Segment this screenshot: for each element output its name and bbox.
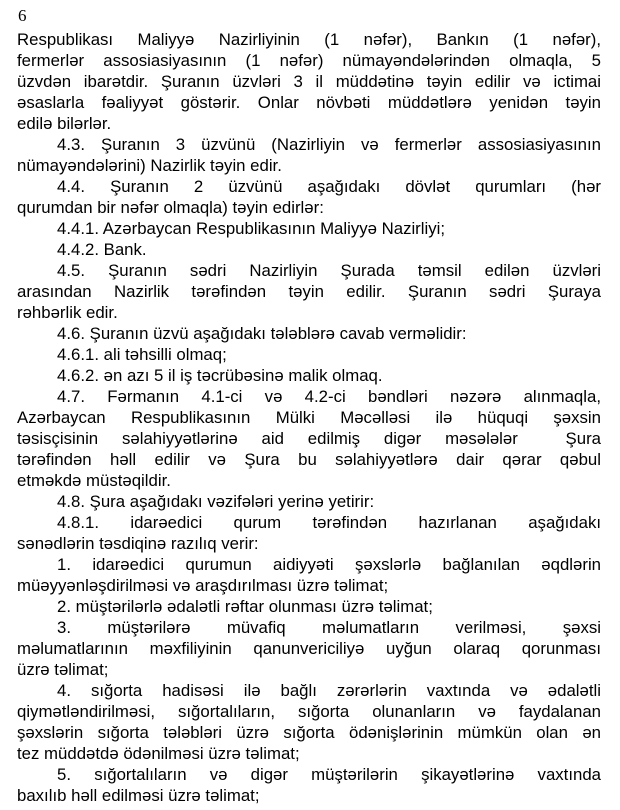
text-line: 3. müştərilərə müvafiq məlumatların verilməsi, şəxsi [57,618,601,637]
text-line: 1. idarəedici qurumun aidiyyəti şəxslərlə bağlanılan əqdlərin [57,555,601,574]
text-line: qiymətləndirilməsi, sığortalıların, sığorta olunanların və faydalanan [17,702,601,721]
text-line: fermerlər assosiasiyasının (1 nəfər) nümayəndələrindən olmaqla, 5 [17,51,601,70]
text-line: tez müddətdə ödənilməsi üzrə təlimat; [17,744,300,763]
text-line: 4.8.1. idarəedici qurum tərəfindən hazırlanan aşağıdakı [57,513,601,532]
text-line: 4.4.2. Bank. [57,240,147,259]
text-line: 4.6. Şuranın üzvü aşağıdakı tələblərə cavab verməlidir: [57,324,467,343]
text-line: etməkdə müstəqildir. [17,471,171,490]
text-line: məlumatlarının məxfiliyinin qanunvericiliyə uyğun olaraq qorunması [17,639,601,658]
text-line: nümayəndələrini) Nazirlik təyin edir. [17,156,282,175]
text-line: müəyyənləşdirilməsi və araşdırılması üzrə təlimat; [17,576,389,595]
text-line: 4.6.1. ali təhsilli olmaq; [57,345,227,364]
text-line: 4.8. Şura aşağıdakı vəzifələri yerinə yetirir: [57,492,375,511]
text-line: 4.7. Fərmanın 4.1-ci və 4.2-ci bəndləri nəzərə alınmaqla, [57,387,601,406]
text-line: 4.3. Şuranın 3 üzvünü (Nazirliyin və fermerlər assosiasiyasının [57,135,601,154]
text-line: Azərbaycan Respublikasının Mülki Məcəlləsi ilə hüquqi şəxsin [17,408,601,427]
text-line: qurumdan bir nəfər olmaqla) təyin edirlər: [17,198,324,217]
text-line: 2. müştərilərlə ədalətli rəftar olunması üzrə təlimat; [57,597,433,616]
text-line: baxılıb həll edilməsi üzrə təlimat; [17,786,260,805]
text-line: 4.5. Şuranın sədri Nazirliyin Şurada təmsil edilən üzvləri [57,261,601,280]
text-line: tərəfindən həll edilir və Şura bu səlahiyyətlərə dair qərar qəbul [17,450,601,469]
page-number: 6 [18,6,27,25]
text-line: rəhbərlik edir. [17,303,118,322]
text-line: üzrə təlimat; [17,660,109,679]
text-line: sənədlərin təsdiqinə razılıq verir: [17,534,259,553]
text-line: əsaslarla fəaliyyət göstərir. Onlar növbəti müddətlərə yenidən təyin [17,93,601,112]
text-line: 4. sığorta hadisəsi ilə bağlı zərərlərin vaxtında və ədalətli [57,681,601,700]
document-body [17,29,601,806]
text-line: 5. sığortalıların və digər müştərilərin şikayətlərinə vaxtında [57,765,601,784]
text-line: şəxslərin sığorta tələbləri üzrə sığorta ödənişlərinin mümkün olan ən [17,723,601,742]
text-line: arasından Nazirlik tərəfindən təyin edilir. Şuranın sədri Şuraya [17,282,601,301]
text-line: 4.4.1. Azərbaycan Respublikasının Maliyyə Nazirliyi; [57,219,446,238]
text-line: üzvdən ibarətdir. Şuranın üzvləri 3 il müddətinə təyin edilir və ictimai [17,72,601,91]
text-line: təsisçisinin səlahiyyətlərinə aid edilmiş digər məsələlər Şura [17,429,601,448]
text-line: Respublikası Maliyyə Nazirliyinin (1 nəfər), Bankın (1 nəfər), [17,30,601,49]
text-line: 4.6.2. ən azı 5 il iş təcrübəsinə malik olmaq. [57,366,383,385]
text-line: 4.4. Şuranın 2 üzvünü aşağıdakı dövlət qurumları (hər [57,177,601,196]
text-line: edilə bilərlər. [17,114,112,133]
